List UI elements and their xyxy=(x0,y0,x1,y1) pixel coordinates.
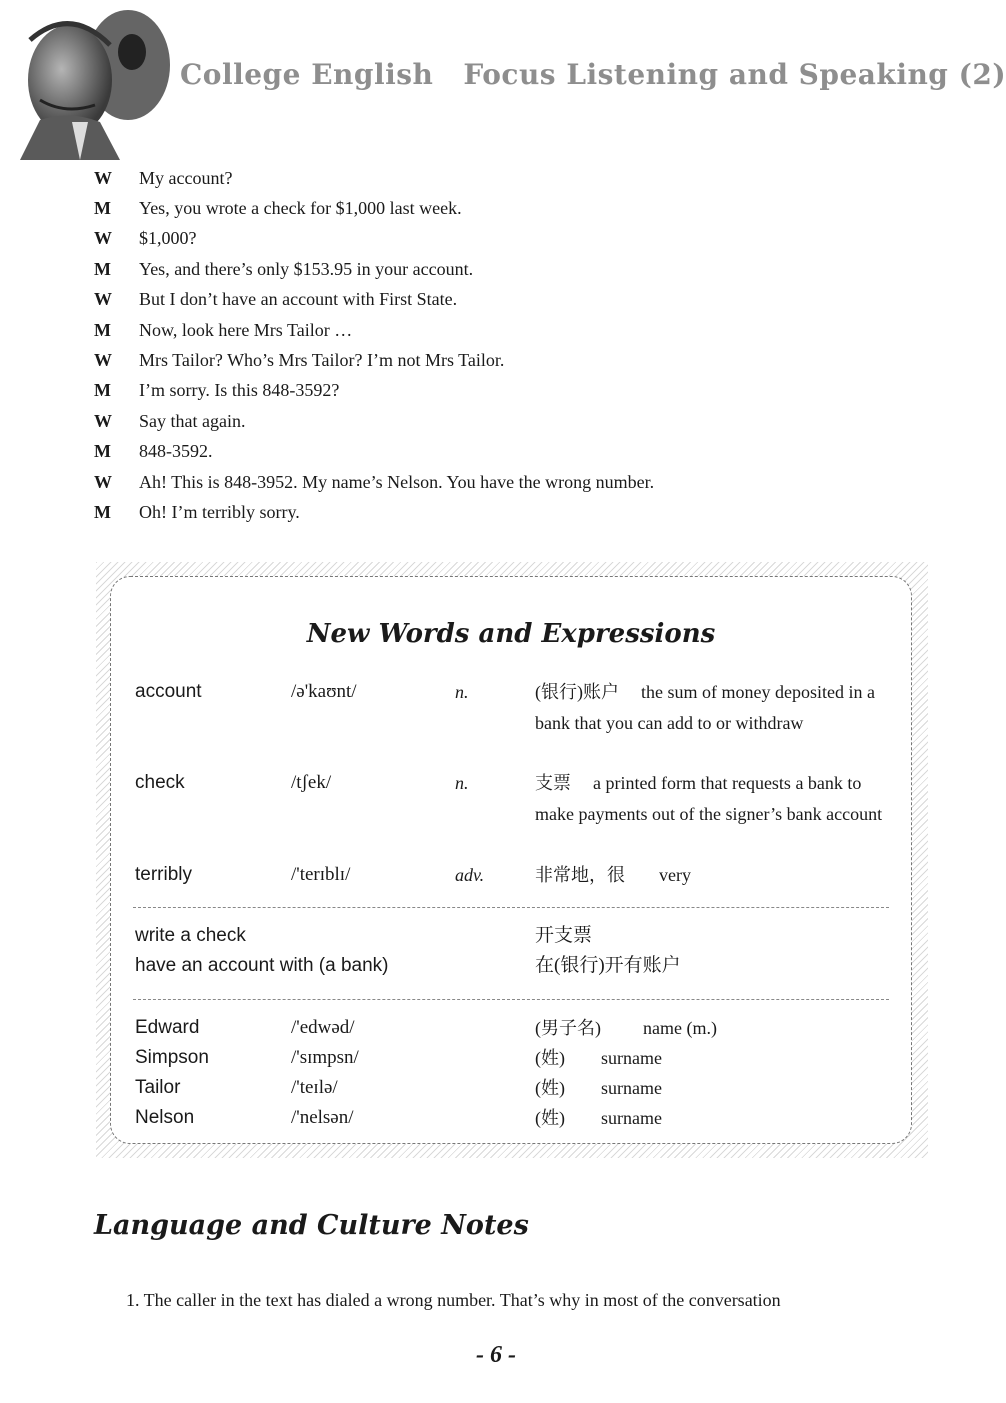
dialogue-line xyxy=(94,376,914,406)
speaker: M xyxy=(94,501,111,522)
speaker: M xyxy=(94,380,111,401)
dialogue-line xyxy=(94,224,914,254)
utterance: $1,000? xyxy=(139,228,197,249)
vocabulary-panel xyxy=(96,562,928,1158)
vocabulary-title: New Words and Expressions xyxy=(306,619,716,649)
page-number: - 6 - xyxy=(476,1342,516,1368)
name-word: Tailor xyxy=(135,1077,181,1098)
speaker: W xyxy=(94,471,112,492)
phrase-text: write a check xyxy=(135,925,246,946)
headset-person-photo-icon xyxy=(10,10,170,160)
speaker: M xyxy=(94,258,111,279)
book-title: College English xyxy=(180,58,434,91)
utterance: Oh! I’m terribly sorry. xyxy=(139,501,300,522)
vocab-pos: n. xyxy=(455,773,469,793)
name-english: surname xyxy=(601,1078,662,1098)
dialogue-line xyxy=(94,254,914,284)
vocab-entry xyxy=(111,860,911,890)
vocab-definition xyxy=(535,860,891,891)
name-chinese: (姓) xyxy=(535,1048,565,1068)
vocab-chinese: 非常地，很 xyxy=(535,865,625,885)
vocab-phonetic: /'terɪblɪ/ xyxy=(291,864,351,885)
vocab-english: very xyxy=(659,865,691,885)
phrase-entry xyxy=(111,921,911,951)
speaker: M xyxy=(94,319,111,340)
vocab-word: check xyxy=(135,772,185,793)
name-phonetic: /'edwəd/ xyxy=(291,1017,355,1038)
name-english: surname xyxy=(601,1048,662,1068)
name-entry xyxy=(111,1073,911,1103)
speaker: W xyxy=(94,350,112,371)
vocab-phonetic: /tʃek/ xyxy=(291,772,332,793)
phrase-chinese: 开支票 xyxy=(535,925,593,946)
vocab-phonetic: /ə'kaʊnt/ xyxy=(291,681,357,702)
vocab-english: the sum of money deposited in a bank that you can add to or withdraw xyxy=(535,682,875,733)
utterance: Mrs Tailor? Who’s Mrs Tailor? I’m not Mrs Tailor. xyxy=(139,350,505,371)
utterance: Ah! This is 848-3952. My name’s Nelson. You have the wrong number. xyxy=(139,471,655,492)
speaker: M xyxy=(94,441,111,462)
dialogue-line xyxy=(94,467,914,497)
note-item: 1. The caller in the text has dialed a wrong number. That’s why in most of the conversation xyxy=(126,1290,781,1310)
vocabulary-box xyxy=(110,576,912,1144)
page-header xyxy=(0,0,1006,170)
vocab-pos: adv. xyxy=(455,865,485,885)
name-phonetic: /'sɪmpsn/ xyxy=(291,1047,359,1068)
name-english: surname xyxy=(601,1108,662,1128)
speaker: W xyxy=(94,167,112,188)
dialogue-line xyxy=(94,193,914,223)
name-chinese: (姓) xyxy=(535,1078,565,1098)
vocab-entry xyxy=(111,768,911,860)
speaker: W xyxy=(94,228,112,249)
utterance: But I don’t have an account with First State. xyxy=(139,289,458,310)
dialogue-line xyxy=(94,437,914,467)
phrase-text: have an account with (a bank) xyxy=(135,955,389,976)
header-title xyxy=(180,58,1006,91)
name-phonetic: /'teɪlə/ xyxy=(291,1077,338,1098)
utterance: Now, look here Mrs Tailor … xyxy=(139,319,353,340)
utterance: Say that again. xyxy=(139,410,246,431)
name-word: Nelson xyxy=(135,1107,195,1128)
vocab-english: a printed form that requests a bank to make payments out of the signer’s bank account xyxy=(535,773,883,824)
vocab-chinese: (银行)账户 xyxy=(535,682,619,702)
utterance: 848-3592. xyxy=(139,441,213,462)
dialogue-line xyxy=(94,497,914,527)
phrase-entry xyxy=(111,951,911,981)
vocab-word: terribly xyxy=(135,864,193,885)
header-photo xyxy=(10,10,170,160)
speaker: W xyxy=(94,410,112,431)
name-phonetic: /'nelsən/ xyxy=(291,1107,354,1128)
utterance: My account? xyxy=(139,167,233,188)
name-chinese: (姓) xyxy=(535,1108,565,1128)
vocab-definition xyxy=(535,768,891,829)
vocab-pos: n. xyxy=(455,682,469,702)
name-chinese: (男子名) xyxy=(535,1018,601,1038)
utterance: Yes, you wrote a check for $1,000 last week. xyxy=(139,198,462,219)
speaker: M xyxy=(94,198,111,219)
utterance: Yes, and there’s only $153.95 in your account. xyxy=(139,258,474,279)
section-divider xyxy=(133,907,889,908)
vocab-chinese: 支票 xyxy=(535,773,571,793)
dialogue xyxy=(94,163,914,528)
name-word: Edward xyxy=(135,1017,200,1038)
phrase-chinese: 在(银行)开有账户 xyxy=(535,955,681,976)
dialogue-line xyxy=(94,285,914,315)
name-entry xyxy=(111,1103,911,1133)
series-title: Focus Listening and Speaking xyxy=(463,58,949,91)
dialogue-line xyxy=(94,163,914,193)
vocab-entry xyxy=(111,677,911,769)
speaker: W xyxy=(94,289,112,310)
notes-title: Language and Culture Notes xyxy=(94,1210,529,1241)
volume-label: (2) xyxy=(958,58,1006,91)
name-entry xyxy=(111,1013,911,1043)
vocab-word: account xyxy=(135,681,202,702)
dialogue-line xyxy=(94,315,914,345)
name-entry xyxy=(111,1043,911,1073)
utterance: I’m sorry. Is this 848-3592? xyxy=(139,380,340,401)
dialogue-line xyxy=(94,406,914,436)
name-word: Simpson xyxy=(135,1047,209,1068)
vocab-definition xyxy=(535,677,891,738)
dialogue-line xyxy=(94,345,914,375)
section-divider xyxy=(133,999,889,1000)
name-english: name (m.) xyxy=(643,1018,717,1038)
